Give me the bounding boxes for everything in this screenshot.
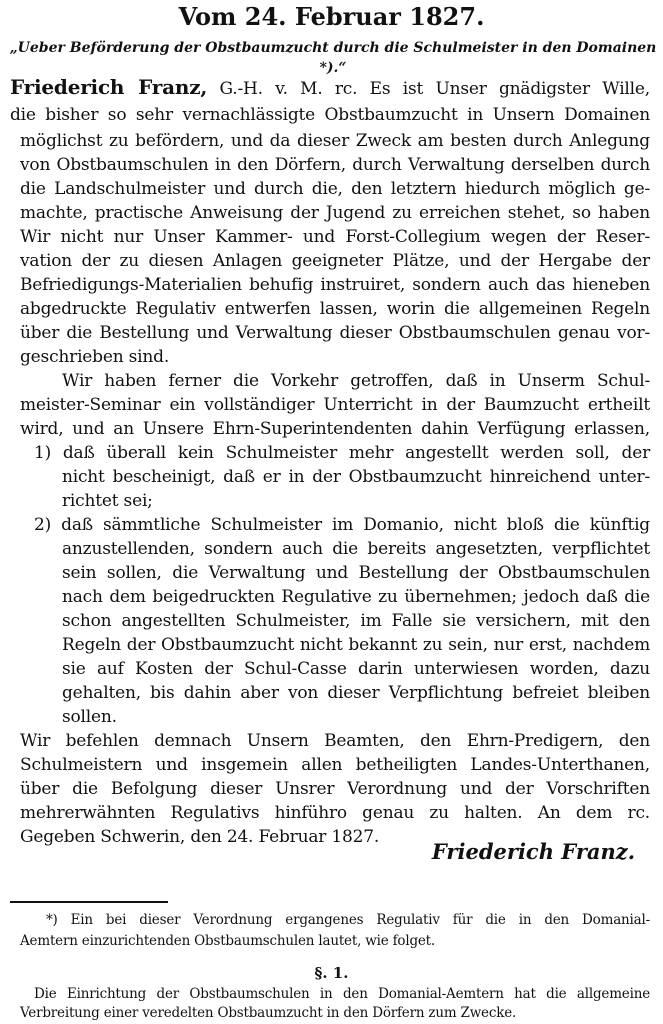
section-heading: §. 1. [314, 964, 349, 982]
list-item-line: Regeln der Obstbaumzucht nicht bekannt zu sein, nur erst, nachdem [62, 635, 650, 655]
footnote-line: Aemtern einzurichtenden Obstbaumschulen lautet, wie folget. [20, 933, 435, 949]
regulation-line: Verbreitung einer veredelten Obstbaumzucht in den Dörfern zum Zwecke. [20, 1005, 517, 1021]
body-line: über die Befolgung dieser Unsrer Verordnung und der Vorschriften [20, 779, 650, 799]
body-line: meister-Seminar ein vollständiger Unterricht in der Baumzucht ertheilt [20, 395, 650, 415]
list-item-line: nicht bescheinigt, daß er in der Obstbaumzucht hinreichend unter- [62, 467, 650, 487]
footnote-divider [10, 901, 168, 903]
body-line: von Obstbaumschulen in den Dörfern, durch Verwaltung derselben durch [20, 155, 650, 175]
body-line: möglichst zu befördern, und da dieser Zweck am besten durch Anlegung [20, 131, 650, 151]
body-line: geschrieben sind. [20, 347, 170, 367]
list-item-line: sein sollen, die Verwaltung und Bestellung der Obstbaumschulen [62, 563, 650, 583]
list-item-line: 1) daß überall kein Schulmeister mehr angestellt werden soll, der [34, 443, 650, 463]
body-line: Schulmeistern und insgemein allen betheiligten Landes-Unterthanen, [20, 755, 650, 775]
body-line [10, 76, 650, 100]
document-title: Vom 24. Februar 1827. [178, 2, 485, 31]
list-item-line: gehalten, bis dahin aber von dieser Verpflichtung befreiet bleiben [62, 683, 650, 703]
body-line: mehrerwähnten Regulativs hinführo genau zu halten. An dem rc. [20, 803, 650, 823]
body-line-text: G.-H. v. M. rc. Es ist Unser gnädigster Wille, [219, 79, 650, 99]
list-item-line: nach dem beigedruckten Regulative zu übernehmen; jedoch daß die [62, 587, 650, 607]
list-item-line: richtet sei; [62, 491, 153, 511]
list-item-line: schon angestellten Schulmeister, im Falle sie versichern, mit den [62, 611, 650, 631]
body-line: Wir nicht nur Unser Kammer- und Forst-Collegium wegen der Reser- [20, 227, 650, 247]
regulation-line: Die Einrichtung der Obstbaumschulen in den Domanial-Aemtern hat die allgemeine [34, 986, 650, 1002]
body-line: wird, und an Unsere Ehrn-Superintendenten dahin Verfügung erlassen, [20, 419, 650, 439]
body-line: Wir befehlen demnach Unsern Beamten, den Ehrn-Predigern, den [20, 731, 650, 751]
list-item-line: 2) daß sämmtliche Schulmeister im Domanio, nicht bloß die künftig [34, 515, 650, 535]
body-line: vation der zu diesen Anlagen geeigneter Plätze, und der Hergabe der [20, 251, 650, 271]
body-line: Befriedigungs-Materialien behufig instruiret, sondern auch das hieneben [20, 275, 650, 295]
body-line: Wir haben ferner die Vorkehr getroffen, daß in Unserm Schul- [62, 371, 650, 391]
body-line: abgedruckte Regulativ entwerfen lassen, worin die allgemeinen Regeln [20, 299, 650, 319]
document-subtitle: „Ueber Beförderung der Obstbaumzucht durch die Schulmeister in den Domainen *).“ [9, 40, 657, 76]
list-item-line: anzustellenden, sondern auch die bereits angesetzten, verpflichtet [62, 539, 650, 559]
body-line: machte, practische Anweisung der Jugend zu erreichen stehet, so haben [20, 203, 650, 223]
body-line: die Landschulmeister und durch die, den letztern hiedurch möglich ge- [20, 179, 650, 199]
list-item-line: sollen. [62, 707, 117, 727]
sovereign-name: Friederich Franz, [10, 75, 208, 99]
footnote-line: *) Ein bei dieser Verordnung ergangenes Regulativ für die in den Domanial- [46, 912, 650, 928]
body-line: die bisher so sehr vernachlässigte Obstbaumzucht in Unsern Domainen [10, 105, 650, 125]
body-line: Gegeben Schwerin, den 24. Februar 1827. [20, 827, 380, 847]
list-item-line: sie auf Kosten der Schul-Casse darin unterwiesen worden, dazu [62, 659, 650, 679]
signature: Friederich Franz. [431, 839, 635, 864]
body-line: über die Bestellung und Verwaltung dieser Obstbaumschulen genau vor- [20, 323, 650, 343]
